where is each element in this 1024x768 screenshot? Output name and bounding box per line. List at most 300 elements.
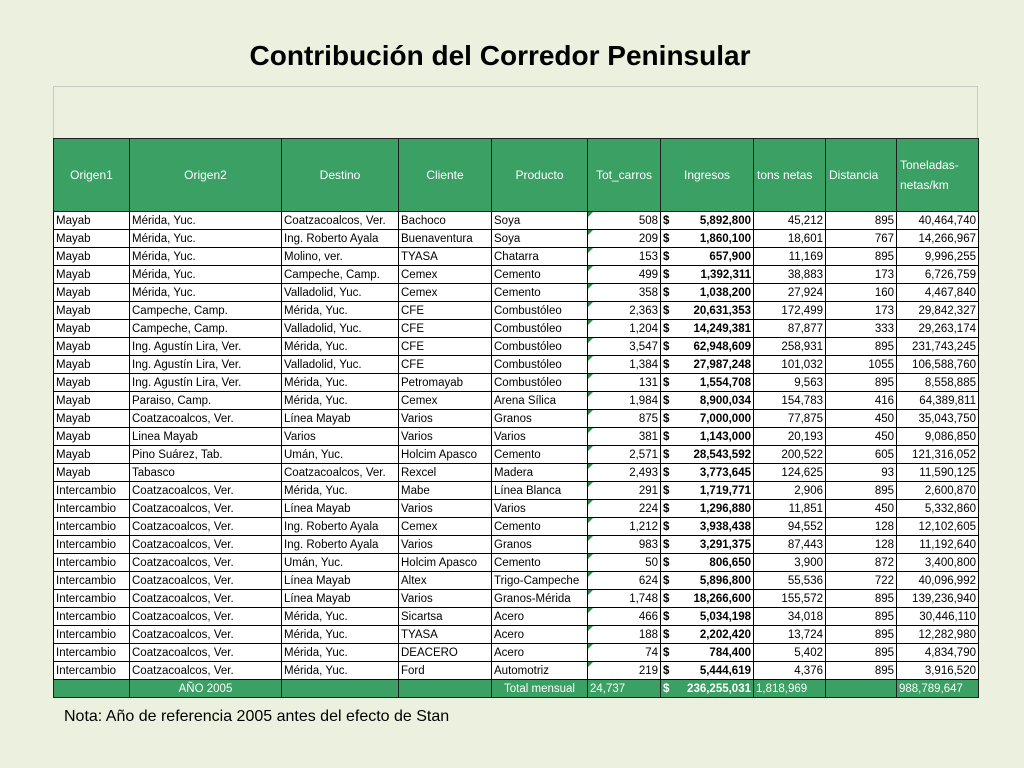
- cell-cliente[interactable]: Ford: [399, 662, 492, 680]
- cell-toneladas-km[interactable]: 12,282,980: [897, 626, 979, 644]
- cell-producto[interactable]: Soya: [492, 212, 588, 230]
- cell-cliente[interactable]: CFE: [399, 320, 492, 338]
- currency-symbol: $: [663, 538, 670, 551]
- currency-symbol: $: [663, 664, 670, 677]
- cell-ingresos[interactable]: [661, 302, 754, 320]
- cell-origen2[interactable]: Coatzacoalcos, Ver.: [130, 572, 282, 590]
- cell-origen1[interactable]: Mayab: [54, 428, 130, 446]
- cell-producto[interactable]: Granos: [492, 536, 588, 554]
- cell-tons-netas[interactable]: 3,900: [754, 554, 826, 572]
- cell-tot-carros[interactable]: 188: [588, 626, 661, 644]
- cell-tot-carros[interactable]: 875: [588, 410, 661, 428]
- cell-toneladas-km[interactable]: 9,086,850: [897, 428, 979, 446]
- cell-destino[interactable]: Línea Mayab: [282, 410, 399, 428]
- cell-destino[interactable]: Valladolid, Yuc.: [282, 356, 399, 374]
- cell-ingresos[interactable]: [661, 338, 754, 356]
- cell-origen2[interactable]: Linea Mayab: [130, 428, 282, 446]
- cell-origen1[interactable]: Mayab: [54, 230, 130, 248]
- cell-origen2[interactable]: Ing. Agustín Lira, Ver.: [130, 338, 282, 356]
- cell-distancia[interactable]: 450: [826, 428, 897, 446]
- cell-ingresos[interactable]: [661, 626, 754, 644]
- cell-tot-carros[interactable]: 219: [588, 662, 661, 680]
- cell-destino[interactable]: Mérida, Yuc.: [282, 662, 399, 680]
- cell-cliente[interactable]: Varios: [399, 500, 492, 518]
- cell-destino[interactable]: Campeche, Camp.: [282, 266, 399, 284]
- cell-toneladas-km[interactable]: 6,726,759: [897, 266, 979, 284]
- cell-toneladas-km[interactable]: 139,236,940: [897, 590, 979, 608]
- cell-destino[interactable]: Varios: [282, 428, 399, 446]
- cell-tot-carros[interactable]: 499: [588, 266, 661, 284]
- cell-ingresos[interactable]: [661, 572, 754, 590]
- cell-cliente[interactable]: Cemex: [399, 392, 492, 410]
- currency-symbol: $: [663, 232, 670, 245]
- cell-tot-carros[interactable]: 2,493: [588, 464, 661, 482]
- cell-distancia[interactable]: 160: [826, 284, 897, 302]
- cell-origen2[interactable]: Campeche, Camp.: [130, 320, 282, 338]
- cell-producto[interactable]: Cemento: [492, 554, 588, 572]
- cell-ingresos[interactable]: [661, 590, 754, 608]
- cell-destino[interactable]: Mérida, Yuc.: [282, 626, 399, 644]
- cell-tons-netas[interactable]: 124,625: [754, 464, 826, 482]
- cell-producto[interactable]: Varios: [492, 500, 588, 518]
- cell-origen1[interactable]: Mayab: [54, 464, 130, 482]
- cell-cliente[interactable]: TYASA: [399, 626, 492, 644]
- cell-tot-carros[interactable]: 74: [588, 644, 661, 662]
- cell-toneladas-km[interactable]: 30,446,110: [897, 608, 979, 626]
- cell-producto[interactable]: Combustóleo: [492, 338, 588, 356]
- cell-tons-netas[interactable]: 18,601: [754, 230, 826, 248]
- total-ingresos: [661, 680, 754, 698]
- header-distancia[interactable]: Distancia: [826, 139, 897, 212]
- cell-origen1[interactable]: Mayab: [54, 212, 130, 230]
- cell-toneladas-km[interactable]: 11,590,125: [897, 464, 979, 482]
- cell-destino[interactable]: Mérida, Yuc.: [282, 392, 399, 410]
- cell-tot-carros[interactable]: 1,984: [588, 392, 661, 410]
- cell-origen2[interactable]: Ing. Agustín Lira, Ver.: [130, 356, 282, 374]
- cell-tons-netas[interactable]: 45,212: [754, 212, 826, 230]
- cell-ingresos[interactable]: [661, 356, 754, 374]
- cell-cliente[interactable]: Sicartsa: [399, 608, 492, 626]
- cell-distancia[interactable]: 872: [826, 554, 897, 572]
- cell-origen2[interactable]: Coatzacoalcos, Ver.: [130, 644, 282, 662]
- cell-ingresos[interactable]: [661, 266, 754, 284]
- ingresos-value: 8,900,034: [699, 394, 751, 407]
- cell-origen1[interactable]: Mayab: [54, 284, 130, 302]
- cell-producto[interactable]: Combustóleo: [492, 356, 588, 374]
- cell-tot-carros[interactable]: 466: [588, 608, 661, 626]
- cell-origen1[interactable]: Intercambio: [54, 500, 130, 518]
- cell-distancia[interactable]: 416: [826, 392, 897, 410]
- cell-cliente[interactable]: CFE: [399, 302, 492, 320]
- cell-origen1[interactable]: Mayab: [54, 266, 130, 284]
- cell-origen1[interactable]: Mayab: [54, 356, 130, 374]
- cell-tons-netas[interactable]: 87,877: [754, 320, 826, 338]
- cell-tons-netas[interactable]: 155,572: [754, 590, 826, 608]
- cell-destino[interactable]: Línea Mayab: [282, 590, 399, 608]
- cell-toneladas-km[interactable]: 106,588,760: [897, 356, 979, 374]
- cell-ingresos[interactable]: [661, 554, 754, 572]
- cell-distancia[interactable]: 450: [826, 500, 897, 518]
- total-currency-symbol: $: [663, 682, 670, 695]
- cell-cliente[interactable]: Varios: [399, 428, 492, 446]
- cell-tot-carros[interactable]: 508: [588, 212, 661, 230]
- cell-origen2[interactable]: Mérida, Yuc.: [130, 248, 282, 266]
- cell-cliente[interactable]: Mabe: [399, 482, 492, 500]
- cell-toneladas-km[interactable]: 35,043,750: [897, 410, 979, 428]
- currency-symbol: $: [663, 214, 670, 227]
- cell-origen1[interactable]: Intercambio: [54, 536, 130, 554]
- cell-distancia[interactable]: 895: [826, 482, 897, 500]
- cell-destino[interactable]: Valladolid, Yuc.: [282, 320, 399, 338]
- cell-origen1[interactable]: Intercambio: [54, 572, 130, 590]
- cell-toneladas-km[interactable]: 9,996,255: [897, 248, 979, 266]
- cell-tons-netas[interactable]: 27,924: [754, 284, 826, 302]
- cell-tot-carros[interactable]: 1,748: [588, 590, 661, 608]
- cell-toneladas-km[interactable]: 2,600,870: [897, 482, 979, 500]
- cell-distancia[interactable]: 450: [826, 410, 897, 428]
- cell-tons-netas[interactable]: 2,906: [754, 482, 826, 500]
- cell-tot-carros[interactable]: 291: [588, 482, 661, 500]
- cell-origen2[interactable]: Mérida, Yuc.: [130, 230, 282, 248]
- cell-producto[interactable]: Automotriz: [492, 662, 588, 680]
- cell-tot-carros[interactable]: 1,204: [588, 320, 661, 338]
- cell-destino[interactable]: Molino, ver.: [282, 248, 399, 266]
- cell-tot-carros[interactable]: 381: [588, 428, 661, 446]
- ingresos-value: 5,444,619: [699, 664, 751, 677]
- cell-cliente[interactable]: Holcim Apasco: [399, 446, 492, 464]
- cell-destino[interactable]: Umán, Yuc.: [282, 554, 399, 572]
- cell-tot-carros[interactable]: 50: [588, 554, 661, 572]
- cell-ingresos[interactable]: [661, 536, 754, 554]
- cell-tot-carros[interactable]: 3,547: [588, 338, 661, 356]
- cell-ingresos[interactable]: [661, 320, 754, 338]
- cell-cliente[interactable]: DEACERO: [399, 644, 492, 662]
- cell-distancia[interactable]: 173: [826, 266, 897, 284]
- cell-toneladas-km[interactable]: 40,464,740: [897, 212, 979, 230]
- cell-ingresos[interactable]: [661, 446, 754, 464]
- cell-tot-carros[interactable]: 358: [588, 284, 661, 302]
- cell-distancia[interactable]: 895: [826, 662, 897, 680]
- cell-origen2[interactable]: Mérida, Yuc.: [130, 266, 282, 284]
- cell-toneladas-km[interactable]: 121,316,052: [897, 446, 979, 464]
- cell-origen2[interactable]: Coatzacoalcos, Ver.: [130, 410, 282, 428]
- cell-destino[interactable]: Mérida, Yuc.: [282, 302, 399, 320]
- header-tons-netas[interactable]: tons netas: [754, 139, 826, 212]
- cell-distancia[interactable]: 333: [826, 320, 897, 338]
- cell-tons-netas[interactable]: 87,443: [754, 536, 826, 554]
- cell-ingresos[interactable]: [661, 284, 754, 302]
- cell-tons-netas[interactable]: 101,032: [754, 356, 826, 374]
- cell-producto[interactable]: Cemento: [492, 518, 588, 536]
- cell-tons-netas[interactable]: 77,875: [754, 410, 826, 428]
- cell-cliente[interactable]: Cemex: [399, 266, 492, 284]
- cell-origen1[interactable]: Mayab: [54, 446, 130, 464]
- cell-ingresos[interactable]: [661, 482, 754, 500]
- cell-origen2[interactable]: Coatzacoalcos, Ver.: [130, 536, 282, 554]
- cell-cliente[interactable]: Buenaventura: [399, 230, 492, 248]
- table-row: [54, 302, 979, 320]
- cell-ingresos[interactable]: [661, 644, 754, 662]
- cell-origen1[interactable]: Intercambio: [54, 644, 130, 662]
- cell-producto[interactable]: Cemento: [492, 266, 588, 284]
- cell-producto[interactable]: Combustóleo: [492, 302, 588, 320]
- cell-producto[interactable]: Granos-Mérida: [492, 590, 588, 608]
- cell-toneladas-km[interactable]: 5,332,860: [897, 500, 979, 518]
- cell-destino[interactable]: Mérida, Yuc.: [282, 338, 399, 356]
- cell-producto[interactable]: Varios: [492, 428, 588, 446]
- cell-destino[interactable]: Ing. Roberto Ayala: [282, 230, 399, 248]
- cell-origen1[interactable]: Intercambio: [54, 590, 130, 608]
- cell-toneladas-km[interactable]: 29,263,174: [897, 320, 979, 338]
- cell-distancia[interactable]: 895: [826, 338, 897, 356]
- cell-destino[interactable]: Coatzacoalcos, Ver.: [282, 212, 399, 230]
- cell-destino[interactable]: Línea Mayab: [282, 572, 399, 590]
- table-row: [54, 536, 979, 554]
- cell-distancia[interactable]: 1055: [826, 356, 897, 374]
- cell-distancia[interactable]: 767: [826, 230, 897, 248]
- cell-distancia[interactable]: 722: [826, 572, 897, 590]
- cell-cliente[interactable]: Varios: [399, 536, 492, 554]
- cell-distancia[interactable]: 895: [826, 248, 897, 266]
- cell-ingresos[interactable]: [661, 248, 754, 266]
- cell-toneladas-km[interactable]: 64,389,811: [897, 392, 979, 410]
- cell-cliente[interactable]: Varios: [399, 410, 492, 428]
- cell-origen1[interactable]: Mayab: [54, 338, 130, 356]
- cell-origen2[interactable]: Mérida, Yuc.: [130, 284, 282, 302]
- cell-producto[interactable]: Madera: [492, 464, 588, 482]
- header-tot-carros[interactable]: Tot_carros: [588, 139, 661, 212]
- cell-destino[interactable]: Ing. Roberto Ayala: [282, 518, 399, 536]
- cell-destino[interactable]: Mérida, Yuc.: [282, 644, 399, 662]
- cell-tons-netas[interactable]: 200,522: [754, 446, 826, 464]
- cell-ingresos[interactable]: [661, 608, 754, 626]
- cell-origen2[interactable]: Tabasco: [130, 464, 282, 482]
- cell-tot-carros[interactable]: 1,212: [588, 518, 661, 536]
- cell-toneladas-km[interactable]: 14,266,967: [897, 230, 979, 248]
- cell-ingresos[interactable]: [661, 428, 754, 446]
- currency-symbol: $: [663, 340, 670, 353]
- table-row: [54, 500, 979, 518]
- total-empty-cell: [399, 680, 492, 698]
- cell-toneladas-km[interactable]: 40,096,992: [897, 572, 979, 590]
- cell-distancia[interactable]: 93: [826, 464, 897, 482]
- cell-cliente[interactable]: Cemex: [399, 284, 492, 302]
- header-toneladas-km[interactable]: Toneladas-netas/km: [897, 139, 979, 212]
- cell-cliente[interactable]: Holcim Apasco: [399, 554, 492, 572]
- cell-producto[interactable]: Trigo-Campeche: [492, 572, 588, 590]
- cell-origen1[interactable]: Mayab: [54, 302, 130, 320]
- cell-producto[interactable]: Acero: [492, 608, 588, 626]
- data-table: [53, 138, 979, 698]
- cell-destino[interactable]: Mérida, Yuc.: [282, 608, 399, 626]
- table-header-row: [54, 139, 979, 212]
- header-origen1[interactable]: Origen1: [54, 139, 130, 212]
- cell-tons-netas[interactable]: 11,851: [754, 500, 826, 518]
- cell-destino[interactable]: Mérida, Yuc.: [282, 374, 399, 392]
- currency-symbol: $: [663, 646, 670, 659]
- cell-origen2[interactable]: Coatzacoalcos, Ver.: [130, 626, 282, 644]
- table-row: [54, 590, 979, 608]
- cell-destino[interactable]: Umán, Yuc.: [282, 446, 399, 464]
- cell-destino[interactable]: Mérida, Yuc.: [282, 482, 399, 500]
- total-carros: 24,737: [588, 680, 661, 698]
- cell-tons-netas[interactable]: 9,563: [754, 374, 826, 392]
- cell-producto[interactable]: Combustóleo: [492, 374, 588, 392]
- cell-tons-netas[interactable]: 172,499: [754, 302, 826, 320]
- cell-origen2[interactable]: Coatzacoalcos, Ver.: [130, 554, 282, 572]
- cell-origen2[interactable]: Campeche, Camp.: [130, 302, 282, 320]
- cell-ingresos[interactable]: [661, 500, 754, 518]
- cell-distancia[interactable]: 128: [826, 536, 897, 554]
- cell-toneladas-km[interactable]: 3,916,520: [897, 662, 979, 680]
- cell-producto[interactable]: Granos: [492, 410, 588, 428]
- cell-cliente[interactable]: Altex: [399, 572, 492, 590]
- cell-tons-netas[interactable]: 4,376: [754, 662, 826, 680]
- cell-producto[interactable]: Combustóleo: [492, 320, 588, 338]
- cell-ingresos[interactable]: [661, 374, 754, 392]
- cell-toneladas-km[interactable]: 231,743,245: [897, 338, 979, 356]
- cell-tons-netas[interactable]: 38,883: [754, 266, 826, 284]
- cell-tot-carros[interactable]: 624: [588, 572, 661, 590]
- cell-origen2[interactable]: Mérida, Yuc.: [130, 212, 282, 230]
- cell-producto[interactable]: Soya: [492, 230, 588, 248]
- table-row: [54, 428, 979, 446]
- cell-tons-netas[interactable]: 258,931: [754, 338, 826, 356]
- header-origen2[interactable]: Origen2: [130, 139, 282, 212]
- cell-ingresos[interactable]: [661, 230, 754, 248]
- cell-producto[interactable]: Cemento: [492, 446, 588, 464]
- cell-ingresos[interactable]: [661, 410, 754, 428]
- cell-tot-carros[interactable]: 2,571: [588, 446, 661, 464]
- cell-distancia[interactable]: 895: [826, 374, 897, 392]
- cell-ingresos[interactable]: [661, 518, 754, 536]
- cell-origen1[interactable]: Intercambio: [54, 554, 130, 572]
- cell-producto[interactable]: Chatarra: [492, 248, 588, 266]
- cell-toneladas-km[interactable]: 3,400,800: [897, 554, 979, 572]
- cell-distancia[interactable]: 128: [826, 518, 897, 536]
- currency-symbol: $: [663, 448, 670, 461]
- cell-producto[interactable]: Acero: [492, 626, 588, 644]
- cell-origen2[interactable]: Paraiso, Camp.: [130, 392, 282, 410]
- cell-origen2[interactable]: Ing. Agustín Lira, Ver.: [130, 374, 282, 392]
- cell-origen2[interactable]: Coatzacoalcos, Ver.: [130, 500, 282, 518]
- header-ingresos[interactable]: Ingresos: [661, 139, 754, 212]
- cell-cliente[interactable]: Petromayab: [399, 374, 492, 392]
- cell-toneladas-km[interactable]: 12,102,605: [897, 518, 979, 536]
- cell-origen1[interactable]: Intercambio: [54, 626, 130, 644]
- cell-ingresos[interactable]: [661, 212, 754, 230]
- header-destino[interactable]: Destino: [282, 139, 399, 212]
- cell-origen2[interactable]: Coatzacoalcos, Ver.: [130, 590, 282, 608]
- cell-distancia[interactable]: 173: [826, 302, 897, 320]
- cell-cliente[interactable]: TYASA: [399, 248, 492, 266]
- cell-origen2[interactable]: Coatzacoalcos, Ver.: [130, 482, 282, 500]
- cell-toneladas-km[interactable]: 11,192,640: [897, 536, 979, 554]
- cell-tons-netas[interactable]: 55,536: [754, 572, 826, 590]
- cell-producto[interactable]: Cemento: [492, 284, 588, 302]
- cell-origen1[interactable]: Mayab: [54, 374, 130, 392]
- cell-distancia[interactable]: 895: [826, 626, 897, 644]
- cell-origen1[interactable]: Intercambio: [54, 518, 130, 536]
- cell-distancia[interactable]: 605: [826, 446, 897, 464]
- cell-ingresos[interactable]: [661, 662, 754, 680]
- cell-destino[interactable]: Valladolid, Yuc.: [282, 284, 399, 302]
- cell-destino[interactable]: Línea Mayab: [282, 500, 399, 518]
- cell-tons-netas[interactable]: 5,402: [754, 644, 826, 662]
- cell-tot-carros[interactable]: 1,384: [588, 356, 661, 374]
- cell-cliente[interactable]: Bachoco: [399, 212, 492, 230]
- cell-distancia[interactable]: 895: [826, 608, 897, 626]
- cell-origen1[interactable]: Mayab: [54, 320, 130, 338]
- cell-origen2[interactable]: Pino Suárez, Tab.: [130, 446, 282, 464]
- cell-tons-netas[interactable]: 154,783: [754, 392, 826, 410]
- cell-producto[interactable]: Arena Sílica: [492, 392, 588, 410]
- cell-tons-netas[interactable]: 34,018: [754, 608, 826, 626]
- cell-tot-carros[interactable]: 131: [588, 374, 661, 392]
- ingresos-value: 1,860,100: [699, 232, 751, 245]
- cell-tot-carros[interactable]: 983: [588, 536, 661, 554]
- cell-cliente[interactable]: CFE: [399, 338, 492, 356]
- cell-cliente[interactable]: CFE: [399, 356, 492, 374]
- cell-tons-netas[interactable]: 13,724: [754, 626, 826, 644]
- ingresos-value: 784,400: [709, 646, 751, 659]
- cell-cliente[interactable]: Varios: [399, 590, 492, 608]
- cell-producto[interactable]: Acero: [492, 644, 588, 662]
- cell-origen1[interactable]: Mayab: [54, 248, 130, 266]
- cell-tot-carros[interactable]: 224: [588, 500, 661, 518]
- cell-toneladas-km[interactable]: 4,834,790: [897, 644, 979, 662]
- cell-origen1[interactable]: Mayab: [54, 392, 130, 410]
- header-cliente[interactable]: Cliente: [399, 139, 492, 212]
- header-producto[interactable]: Producto: [492, 139, 588, 212]
- cell-toneladas-km[interactable]: 8,558,885: [897, 374, 979, 392]
- cell-destino[interactable]: Coatzacoalcos, Ver.: [282, 464, 399, 482]
- cell-distancia[interactable]: 895: [826, 212, 897, 230]
- table-body: [54, 212, 979, 680]
- cell-origen2[interactable]: Coatzacoalcos, Ver.: [130, 518, 282, 536]
- cell-origen1[interactable]: Intercambio: [54, 662, 130, 680]
- cell-cliente[interactable]: Rexcel: [399, 464, 492, 482]
- cell-tons-netas[interactable]: 11,169: [754, 248, 826, 266]
- cell-origen1[interactable]: Mayab: [54, 410, 130, 428]
- cell-origen1[interactable]: Intercambio: [54, 482, 130, 500]
- ingresos-value: 18,266,600: [693, 592, 751, 605]
- cell-producto[interactable]: Línea Blanca: [492, 482, 588, 500]
- table-row: [54, 248, 979, 266]
- cell-tons-netas[interactable]: 20,193: [754, 428, 826, 446]
- cell-origen1[interactable]: Intercambio: [54, 608, 130, 626]
- cell-origen2[interactable]: Coatzacoalcos, Ver.: [130, 608, 282, 626]
- table-row: [54, 212, 979, 230]
- table-row: [54, 338, 979, 356]
- cell-ingresos[interactable]: [661, 392, 754, 410]
- cell-toneladas-km[interactable]: 29,842,327: [897, 302, 979, 320]
- table-row: [54, 662, 979, 680]
- cell-toneladas-km[interactable]: 4,467,840: [897, 284, 979, 302]
- cell-ingresos[interactable]: [661, 464, 754, 482]
- cell-origen2[interactable]: Coatzacoalcos, Ver.: [130, 662, 282, 680]
- cell-tot-carros[interactable]: 153: [588, 248, 661, 266]
- cell-destino[interactable]: Ing. Roberto Ayala: [282, 536, 399, 554]
- cell-cliente[interactable]: Cemex: [399, 518, 492, 536]
- cell-tot-carros[interactable]: 209: [588, 230, 661, 248]
- cell-tons-netas[interactable]: 94,552: [754, 518, 826, 536]
- total-ingresos-value: 236,255,031: [687, 682, 751, 695]
- ingresos-value: 806,650: [709, 556, 751, 569]
- cell-distancia[interactable]: 895: [826, 644, 897, 662]
- cell-distancia[interactable]: 895: [826, 590, 897, 608]
- cell-tot-carros[interactable]: 2,363: [588, 302, 661, 320]
